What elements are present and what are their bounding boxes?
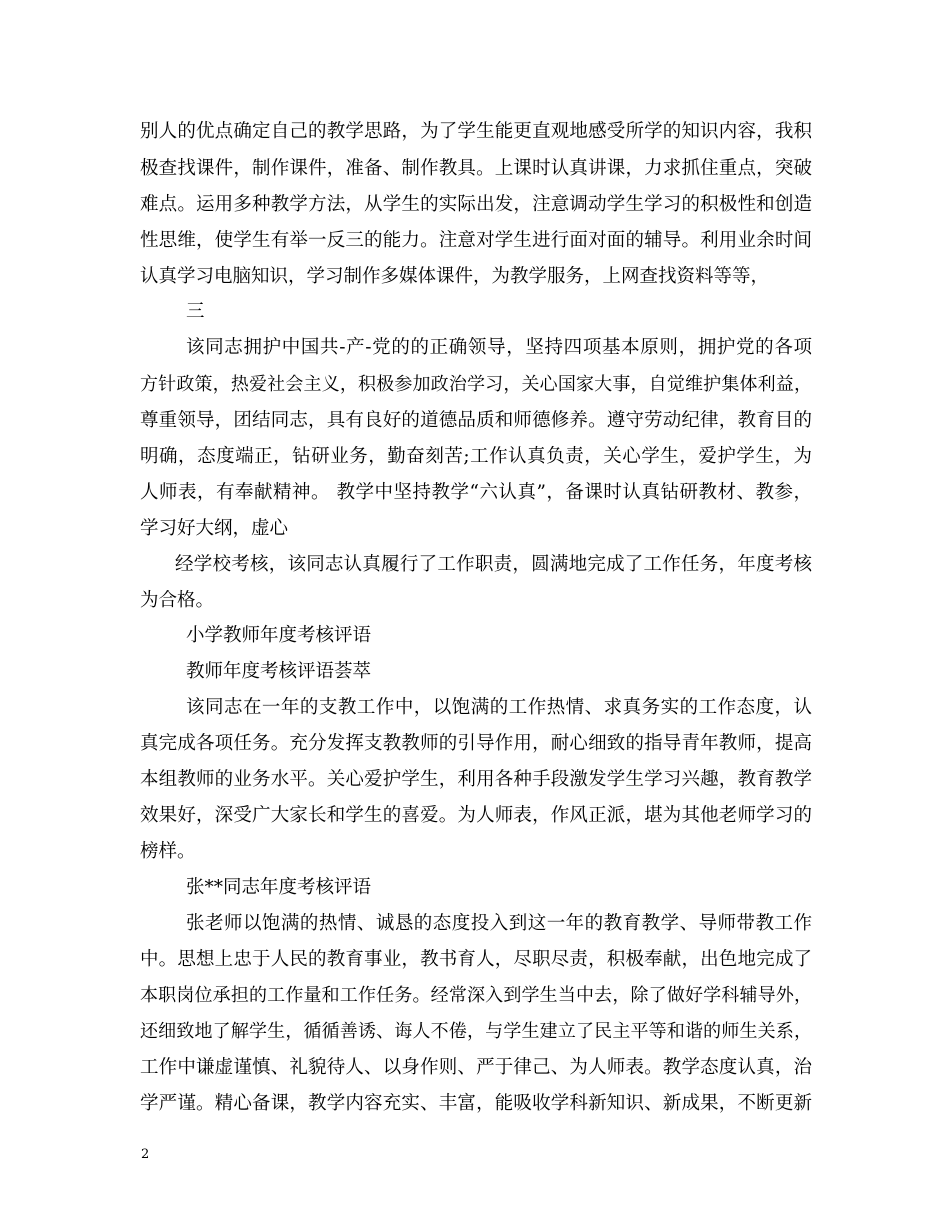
text-line: 经学校考核，该同志认真履行了工作职责，圆满地完成了工作任务，年度考核 [175,554,812,575]
section-heading: 小学教师年度考核评语 [186,625,372,646]
text-line: 榜样。 [140,841,196,862]
text-line: 尊重领导，团结同志，具有良好的道德品质和师德修养。遵守劳动纪律，教育目的 [140,410,812,431]
text-line: 极查找课件，制作课件，准备、制作教具。上课时认真讲课，力求抓住重点，突破 [140,158,812,179]
text-line: 人师表，有奉献精神。 教学中坚持教学“六认真”，备课时认真钻研教材、教参， [140,482,812,503]
text-line: 别人的优点确定自己的教学思路，为了学生能更直观地感受所学的知识内容，我积 [140,121,812,142]
section-heading: 教师年度考核评语荟萃 [186,661,372,682]
text-line: 真完成各项任务。充分发挥支教教师的引导作用，耐心细致的指导青年教师，提高 [140,733,812,754]
text-line: 该同志拥护中国共-产-党的的正确领导，坚持四项基本原则，拥护党的各项 [186,337,812,358]
text-line: 本组教师的业务水平。关心爱护学生，利用各种手段激发学生学习兴趣，教育教学 [140,769,812,790]
text-line: 明确，态度端正，钻研业务，勤奋刻苦;工作认真负责，关心学生，爱护学生，为 [140,446,812,467]
text-line: 学严谨。精心备课，教学内容充实、丰富，能吸收学科新知识、新成果，不断更新 [140,1093,812,1114]
text-line: 中。思想上忠于人民的教育事业，教书育人，尽职尽责，积极奉献，出色地完成了 [140,949,812,970]
text-line: 认真学习电脑知识，学习制作多媒体课件，为教学服务，上网查找资料等等， [140,266,770,287]
text-line: 方针政策，热爱社会主义，积极参加政治学习，关心国家大事，自觉维护集体利益， [140,374,812,395]
text-line: 工作中谦虚谨慎、礼貌待人、以身作则、严于律己、为人师表。教学态度认真，治 [140,1057,812,1078]
text-line: 该同志在一年的支教工作中，以饱满的工作热情、求真务实的工作态度，认 [186,697,812,718]
section-heading: 张**同志年度考核评语 [186,877,372,898]
text-line: 本职岗位承担的工作量和工作任务。经常深入到学生当中去，除了做好学科辅导外， [140,985,812,1006]
text-line: 学习好大纲，虚心 [140,518,289,539]
text-line: 性思维，使学生有举一反三的能力。注意对学生进行面对面的辅导。利用业余时间 [140,230,812,251]
page-number: 2 [141,1147,150,1162]
text-line: 为合格。 [140,590,215,611]
text-line: 难点。运用多种教学方法，从学生的实际出发，注意调动学生学习的积极性和创造 [140,194,812,215]
text-line: 张老师以饱满的热情、诚恳的态度投入到这一年的教育教学、导师带教工作 [186,913,812,934]
section-number: 三 [186,301,205,322]
text-line: 还细致地了解学生，循循善诱、诲人不倦，与学生建立了民主平等和谐的师生关系， [140,1021,812,1042]
text-line: 效果好，深受广大家长和学生的喜爱。为人师表，作风正派，堪为其他老师学习的 [140,805,812,826]
